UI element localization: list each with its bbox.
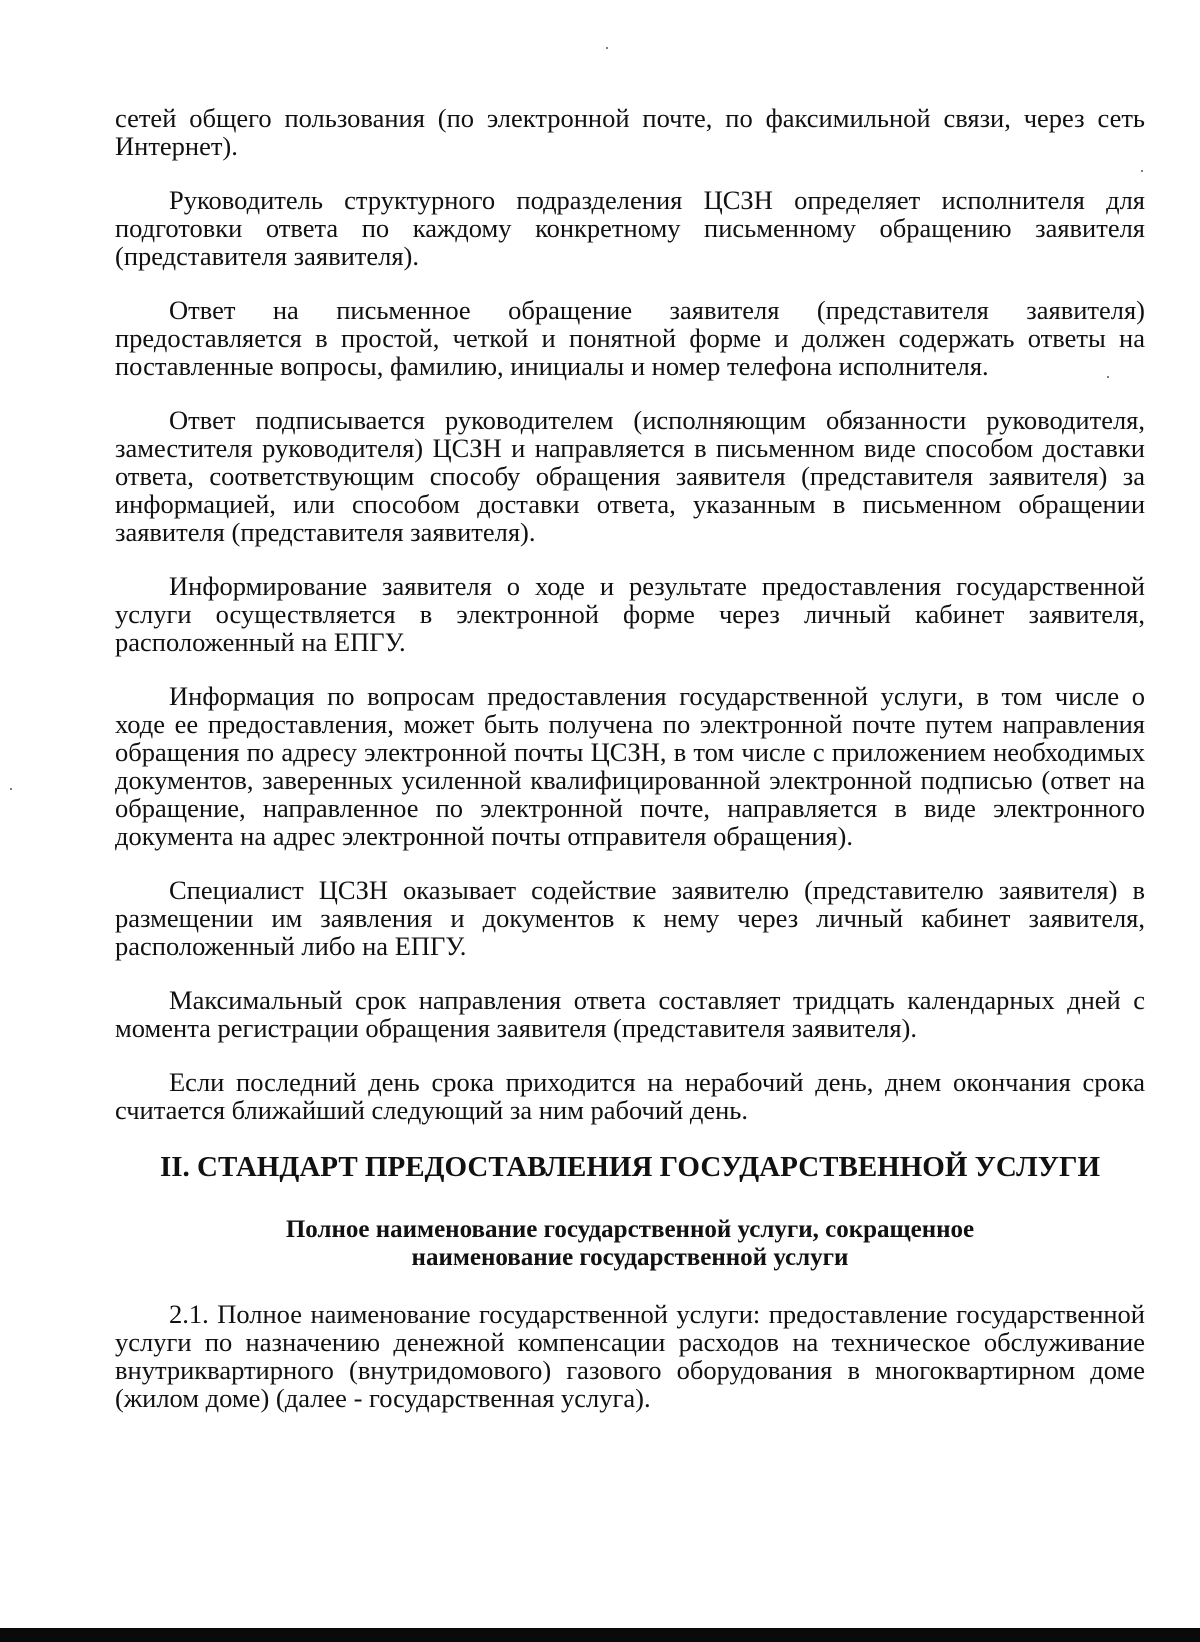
paragraph-informing: Информирование заявителя о ходе и результате предоставления государственной услуги осуществляется в электронной форме через личный кабинет заявителя, расположенный на ЕПГУ.: [115, 571, 1145, 657]
subsection-heading: [115, 1216, 1145, 1272]
subsection-heading-line-1: Полное наименование государственной услуги, сокращенное: [285, 1216, 975, 1243]
paragraph-deadline-holiday: Если последний день срока приходится на нерабочий день, днем окончания срока считается ближайший следующий за ним рабочий день.: [115, 1067, 1145, 1125]
scan-speck: [1141, 170, 1143, 172]
scan-speck: [10, 788, 12, 790]
paragraph-executor-assignment: Руководитель структурного подразделения ЦСЗН определяет исполнителя для подготовки ответа по каждому конкретному письменному обращению заявителя (представителя заявителя).: [115, 185, 1145, 271]
clause-2-1: 2.1. Полное наименование государственной услуги: предоставление государственной услуги по назначению денежной компенсации расходов на техническое обслуживание внутриквартирного (внутридомового) газового оборудования в многоквартирном доме (жилом доме) (далее - государственная услуга).: [115, 1299, 1145, 1413]
scan-speck: [606, 47, 608, 49]
section-heading: II. СТАНДАРТ ПРЕДОСТАВЛЕНИЯ ГОСУДАРСТВЕННОЙ УСЛУГИ: [159, 1151, 1101, 1183]
paragraph-answer-form: Ответ на письменное обращение заявителя (представителя заявителя) предоставляется в простой, четкой и понятной форме и должен содержать ответы на поставленные вопросы, фамилию, инициалы и номер телефона исполнителя.: [115, 295, 1145, 381]
paragraph-max-term: Максимальный срок направления ответа составляет тридцать календарных дней с момента регистрации обращения заявителя (представителя заявителя).: [115, 985, 1145, 1043]
document-body: [115, 104, 1145, 1438]
scan-edge-bar: [0, 1628, 1200, 1642]
paragraph-answer-signing: Ответ подписывается руководителем (исполняющим обязанности руководителя, заместителя руководителя) ЦСЗН и направляется в письменном виде способом доставки ответа, соответствующим способу обращения заявителя (представителя заявителя) за информацией, или способом доставки ответа, указанным в письменном обращении заявителя (представителя заявителя).: [115, 405, 1145, 547]
scan-speck: [1107, 376, 1109, 378]
subsection-heading-line-2: наименование государственной услуги: [411, 1244, 849, 1271]
paragraph-continuation: сетей общего пользования (по электронной почте, по факсимильной связи, через сеть Интернет).: [115, 103, 1145, 161]
paragraph-email-info: Информация по вопросам предоставления государственной услуги, в том числе о ходе ее предоставления, может быть получена по электронной почте путем направления обращения по адресу электронной почты ЦСЗН, в том числе с приложением необходимых документов, заверенных усиленной квалифицированной электронной подписью (ответ на обращение, направленное по электронной почте, направляется в виде электронного документа на адрес электронной почты отправителя обращения).: [115, 681, 1145, 851]
paragraph-specialist-assistance: Специалист ЦСЗН оказывает содействие заявителю (представителю заявителя) в размещении им заявления и документов к нему через личный кабинет заявителя, расположенный либо на ЕПГУ.: [115, 875, 1145, 961]
